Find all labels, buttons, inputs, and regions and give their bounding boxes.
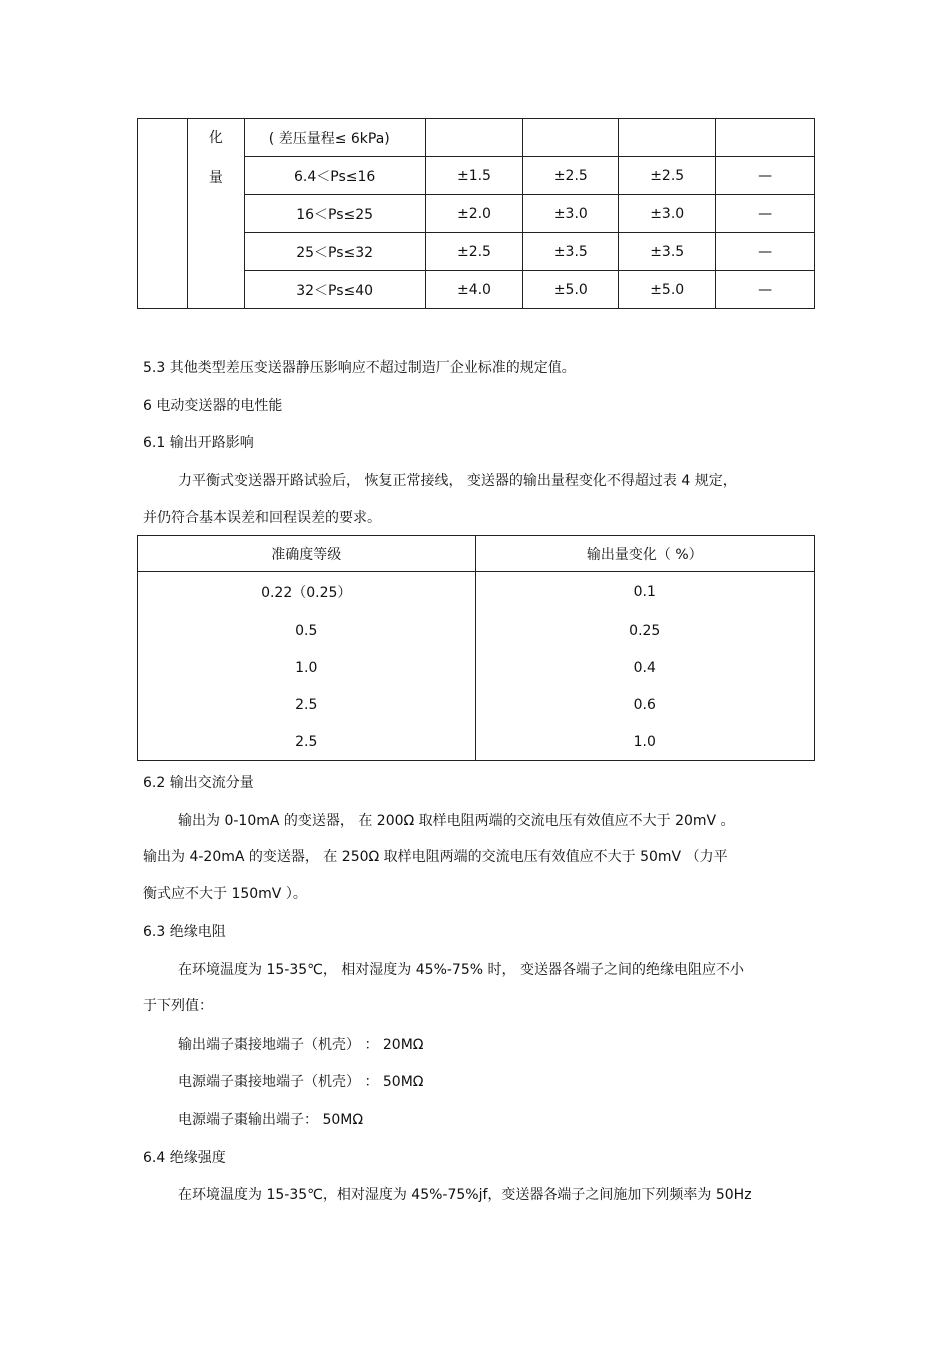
paragraph: 于下列值： <box>143 998 213 1014</box>
value-cell: 1.0 <box>475 724 814 761</box>
section-6-2-heading: 6.2 输出交流分量 <box>143 775 254 791</box>
paragraph: 在环境温度为 15-35℃， 相对湿度为 45%-75% 时， 变送器各端子之间的绝缘电阻应不小 <box>178 962 744 978</box>
value-cell: — <box>716 271 815 309</box>
range-cell: 16＜Ps≤25 <box>244 195 425 233</box>
range-cell: 6.4＜Ps≤16 <box>244 157 425 195</box>
table-row <box>138 612 815 649</box>
value-cell: ±3.0 <box>523 195 619 233</box>
value-cell <box>523 119 619 157</box>
value-cell: ±1.5 <box>425 157 523 195</box>
table-row <box>138 724 815 761</box>
value-cell: ±2.5 <box>523 157 619 195</box>
value-cell: — <box>716 233 815 271</box>
value-cell: ±3.5 <box>619 233 716 271</box>
table-row <box>138 119 815 157</box>
paragraph: 衡式应不大于 150mV ）。 <box>143 886 307 902</box>
value-cell: ±5.0 <box>619 271 716 309</box>
value-cell: ±3.0 <box>619 195 716 233</box>
paragraph: 输出为 4-20mA 的变送器， 在 250Ω 取样电阻两端的交流电压有效值应不大于 50mV （力平 <box>143 849 728 865</box>
value-cell: — <box>716 195 815 233</box>
paragraph: 在环境温度为 15-35℃，相对湿度为 45%-75%jf，变送器各端子之间施加下列频率为 50Hz <box>178 1187 752 1203</box>
static-pressure-table <box>137 118 815 309</box>
value-cell: ±2.0 <box>425 195 523 233</box>
grade-cell: 2.5 <box>138 686 476 724</box>
value-cell <box>716 119 815 157</box>
grade-cell: 2.5 <box>138 724 476 761</box>
range-cell: 32＜Ps≤40 <box>244 271 425 309</box>
value-cell: 0.25 <box>475 612 814 649</box>
output-change-table <box>137 535 815 761</box>
grade-cell: 1.0 <box>138 649 476 686</box>
value-cell: — <box>716 157 815 195</box>
section-6-1-heading: 6.1 输出开路影响 <box>143 435 254 451</box>
section-6-4-heading: 6.4 绝缘强度 <box>143 1150 226 1166</box>
empty-cell <box>138 119 188 309</box>
table-header-row <box>138 536 815 572</box>
label-cell <box>187 119 244 309</box>
paragraph: 力平衡式变送器开路试验后， 恢复正常接线， 变送器的输出量程变化不得超过表 4 规定， <box>178 473 737 489</box>
value-cell: 0.6 <box>475 686 814 724</box>
section-5-3: 5.3 其他类型差压变送器静压影响应不超过制造厂企业标准的规定值。 <box>143 360 576 376</box>
range-cell: ( 差压量程≤ 6kPa) <box>244 119 425 157</box>
list-item: 输出端子棗接地端子（机壳） ： 20MΩ <box>178 1037 424 1053</box>
header-cell: 输出量变化（ %） <box>475 536 814 572</box>
value-cell: ±5.0 <box>523 271 619 309</box>
paragraph: 并仍符合基本误差和回程误差的要求。 <box>143 510 381 526</box>
table-row <box>138 686 815 724</box>
value-cell: ±4.0 <box>425 271 523 309</box>
value-cell: 0.4 <box>475 649 814 686</box>
header-cell: 准确度等级 <box>138 536 476 572</box>
label-char: 化 <box>208 130 223 146</box>
table-row <box>138 649 815 686</box>
value-cell: 0.1 <box>475 572 814 613</box>
list-item: 电源端子棗输出端子： 50MΩ <box>178 1112 364 1128</box>
table-row <box>138 572 815 613</box>
value-cell: ±2.5 <box>619 157 716 195</box>
value-cell: ±2.5 <box>425 233 523 271</box>
paragraph: 输出为 0-10mA 的变送器， 在 200Ω 取样电阻两端的交流电压有效值应不大于 20mV 。 <box>178 813 735 829</box>
section-6-heading: 6 电动变送器的电性能 <box>143 398 283 414</box>
section-6-3-heading: 6.3 绝缘电阻 <box>143 924 226 940</box>
value-cell <box>619 119 716 157</box>
value-cell: ±3.5 <box>523 233 619 271</box>
grade-cell: 0.5 <box>138 612 476 649</box>
value-cell <box>425 119 523 157</box>
label-char: 量 <box>208 170 223 186</box>
range-cell: 25＜Ps≤32 <box>244 233 425 271</box>
grade-cell: 0.22（0.25） <box>138 572 476 613</box>
list-item: 电源端子棗接地端子（机壳） ： 50MΩ <box>178 1074 424 1090</box>
